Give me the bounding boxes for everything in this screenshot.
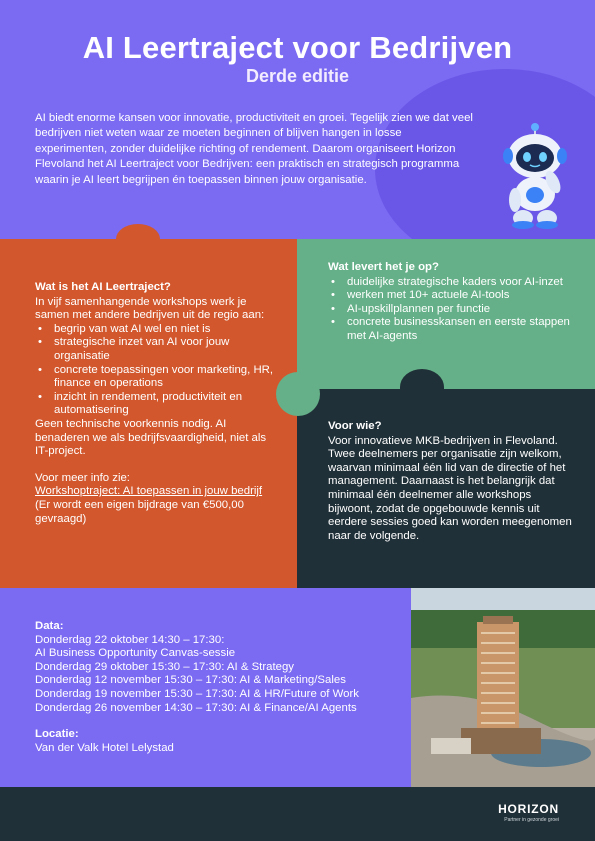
date-line: Donderdag 12 november 15:30 – 17:30: AI & Marketing/Sales [35,674,346,687]
list-item: • werken met 10+ actuele AI-tools [328,289,578,303]
what-list [35,323,275,418]
list-item: • begrip van wat AI wel en niet is [35,323,275,337]
audience-text: Voor innovatieve MKB-bedrijven in Flevoland. Twee deelnemers per organisatie zijn welkom, waarvan minimaal één lid van de directie of het management. Daarnaast is het belangrijk dat minimaal één deelnemer alle workshops bijwoont, zodat de opgebouwde kennis uit eerdere sessies goed kan worden meegenomen naar de volgende. [328,434,572,542]
dates-section [35,620,405,755]
page-subtitle: Derde editie [245,66,350,86]
dates-heading: Data: [35,620,64,632]
what-note: Geen technische voorkennis nodig. AI benaderen we als bedrijfsvaardigheid, niet als IT-project. [35,417,267,458]
hotel-photo [411,588,595,787]
workshop-link[interactable]: Workshoptraject: AI toepassen in jouw bedrijf [35,485,263,498]
hotel-building-icon [411,588,595,787]
logo-tagline: Partner in gezonde groei [504,817,559,823]
location-heading: Locatie: [35,728,79,741]
puzzle-knob [400,369,444,405]
list-item: • concrete toepassingen voor marketing, HR, finance en operations [35,364,275,391]
benefits-section [328,261,578,344]
audience-section [328,420,578,543]
robot-icon [495,122,575,230]
date-line: Donderdag 22 oktober 14:30 – 17:30: [35,633,225,646]
more-info-label: Voor meer info zie: [35,471,130,484]
intro-text: AI biedt enorme kansen voor innovatie, productiviteit en groei. Tegelijk zien we dat veel bedrijven niet weten waar ze moeten beginnen of blijven hangen in losse experimenten, zonder duidelijke richting of rendement. Daarom organiseert Horizon Flevoland het AI Leertraject voor Bedrijven: een praktisch en strategisch programma waarin je AI leert begrijpen én toepassen binnen jouw organisatie. [35,112,473,186]
more-info-paragraph [35,485,275,526]
date-line: Donderdag 26 november 14:30 – 17:30: AI & Finance/AI Agents [35,701,357,714]
date-line: AI Business Opportunity Canvas-sessie [35,647,236,660]
date-line: Donderdag 29 oktober 15:30 – 17:30: AI & Strategy [35,660,295,673]
page-title: AI Leertraject voor Bedrijven [82,30,513,65]
what-heading: Wat is het AI Leertraject? [35,281,171,293]
contribution-note: (Er wordt een eigen bijdrage van €500,00 gevraagd) [35,498,244,525]
benefits-heading: Wat levert het je op? [328,261,439,273]
horizon-logo [498,802,559,823]
date-line: Donderdag 19 november 15:30 – 17:30: AI & HR/Future of Work [35,687,359,700]
benefits-list [328,276,578,344]
list-item: • duidelijke strategische kaders voor AI-inzet [328,276,578,290]
list-item: • concrete businesskansen en eerste stappen met AI-agents [328,316,578,343]
list-item: • AI-upskillplannen per functie [328,303,578,317]
puzzle-knob [116,224,160,254]
what-section [35,281,275,526]
list-item: • inzicht in rendement, productiviteit en automatisering [35,391,275,418]
what-lead: In vijf samenhangende workshops werk je samen met andere bedrijven uit de regio aan: [35,295,265,322]
location-text: Van der Valk Hotel Lelystad [35,741,174,754]
puzzle-knob [276,372,320,416]
audience-heading: Voor wie? [328,420,382,432]
list-item: • strategische inzet van AI voor jouw organisatie [35,336,275,363]
logo-wordmark: HORIZON [498,802,559,816]
